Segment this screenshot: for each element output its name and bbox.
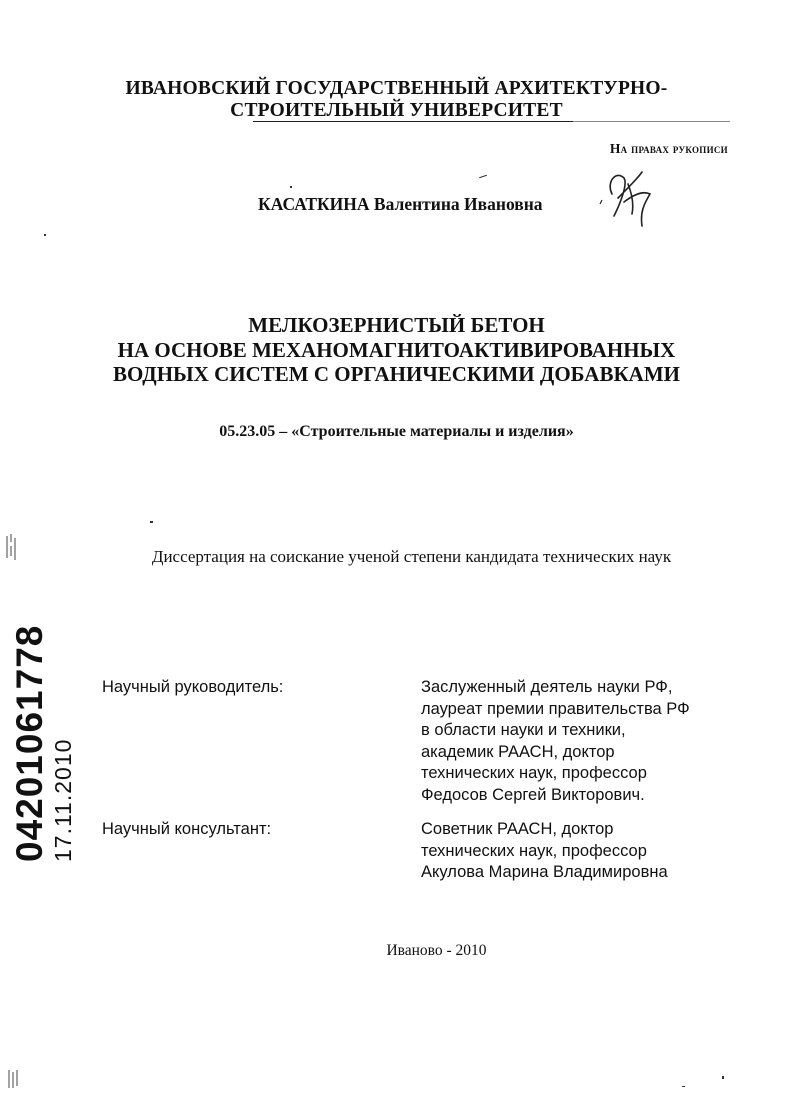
manuscript-rights-note: На правах рукописи bbox=[609, 141, 728, 156]
margin-scan-mark bbox=[4, 532, 18, 562]
supervisor-line: технических наук, профессор bbox=[421, 764, 647, 782]
title-line-3: ВОДНЫХ СИСТЕМ С ОРГАНИЧЕСКИМИ ДОБАВКАМИ bbox=[112, 362, 680, 386]
supervisor-line: лауреат премии правительства РФ bbox=[421, 699, 690, 718]
margin-scan-mark bbox=[6, 1068, 20, 1090]
scan-speck bbox=[150, 521, 153, 523]
scan-speck bbox=[44, 234, 46, 236]
header-underline bbox=[253, 121, 573, 122]
stamp-code: 04201061778 bbox=[9, 624, 50, 862]
handwritten-signature bbox=[598, 164, 660, 230]
university-name-line-2: СТРОИТЕЛЬНЫЙ УНИВЕРСИТЕТ bbox=[230, 100, 563, 121]
supervisor-label: Научный руководитель: bbox=[102, 678, 284, 696]
consultant-details bbox=[421, 819, 668, 884]
consultant-line: Советник РААСН, доктор bbox=[421, 820, 614, 838]
supervisor-line: в области науки и техники, bbox=[421, 721, 626, 739]
scan-speck bbox=[290, 186, 292, 188]
university-name bbox=[0, 78, 793, 122]
title-line-2: НА ОСНОВЕ МЕХАНОМАГНИТОАКТИВИРОВАННЫХ bbox=[117, 337, 676, 362]
specialty-code: 05.23.05 – «Строительные материалы и изделия» bbox=[219, 423, 574, 440]
dissertation-title bbox=[0, 313, 793, 387]
supervisor-line: академик РААСН, доктор bbox=[421, 742, 615, 761]
university-name-line-1: ИВАНОВСКИЙ ГОСУДАРСТВЕННЫЙ АРХИТЕКТУРНО- bbox=[125, 78, 668, 99]
library-stamp bbox=[9, 624, 76, 862]
scan-speck bbox=[722, 1076, 724, 1079]
supervisor-details bbox=[421, 677, 690, 806]
supervisor-line: Заслуженный деятель науки РФ, bbox=[421, 678, 673, 696]
consultant-line: технических наук, профессор bbox=[421, 841, 647, 860]
consultant-label: Научный консультант: bbox=[102, 820, 272, 838]
scan-speck bbox=[479, 175, 487, 178]
title-line-1: МЕЛКОЗЕРНИСТЫЙ БЕТОН bbox=[248, 313, 545, 337]
consultant-line: Акулова Марина Владимировна bbox=[421, 863, 668, 881]
author-name: КАСАТКИНА Валентина Ивановна bbox=[258, 194, 543, 214]
scan-speck bbox=[682, 1086, 685, 1087]
stamp-date: 17.11.2010 bbox=[50, 738, 76, 862]
degree-statement: Диссертация на соискание ученой степени кандидата технических наук bbox=[151, 547, 672, 566]
place-and-year: Иваново - 2010 bbox=[386, 942, 487, 959]
header-underline-extension bbox=[573, 121, 730, 122]
supervisor-line: Федосов Сергей Викторович. bbox=[421, 785, 645, 804]
